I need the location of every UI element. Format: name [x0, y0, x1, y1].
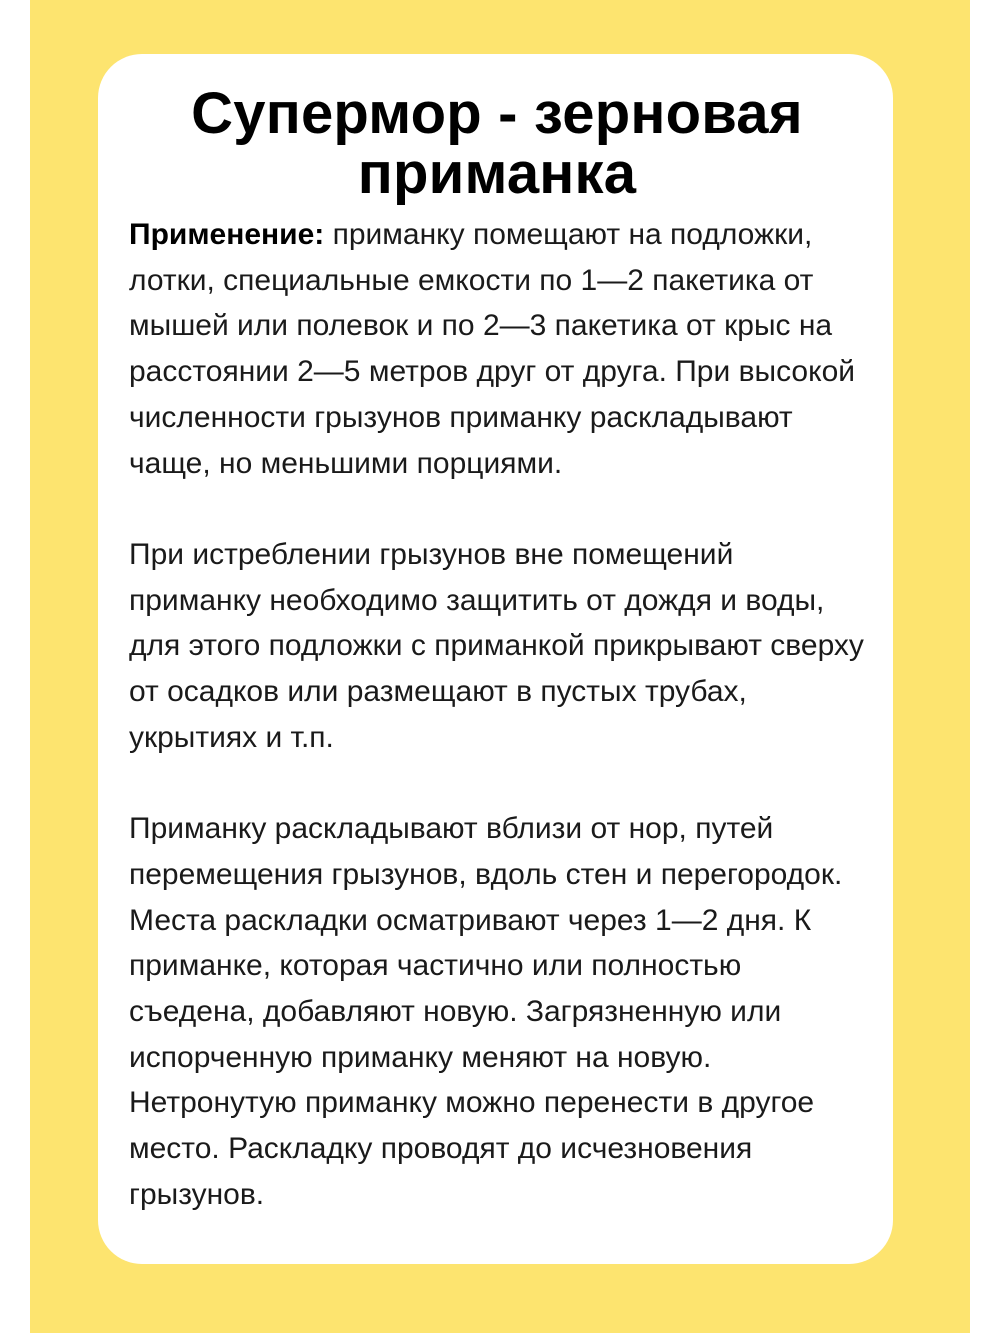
title-line-2: приманка [357, 141, 637, 206]
paragraph-placement [129, 806, 865, 1217]
instructions-body [129, 212, 865, 1217]
paragraph-application [129, 212, 865, 486]
paragraph-outdoor-use [129, 532, 865, 761]
page-title [129, 81, 865, 206]
content-card [98, 54, 893, 1264]
application-label: Применение: [129, 218, 325, 251]
paragraph-text: При истреблении грызунов вне помещений приманку необходимо защитить от дождя и воды, для этого подложки с приманкой прикрывают сверху от осадков или размещают в пустых трубах, укрытиях и т.п. [129, 537, 864, 754]
paragraph-text: приманку помещают на подложки, лотки, специальные емкости по 1—2 пакетика от мышей или полевок и по 2—3 пакетика от крыс на расстоянии 2—5 метров друг от друга. При высокой численности грызунов приманку раскладывают чаще, но меньшими порциями. [129, 218, 856, 480]
title-line-1: Супермор - зерновая [191, 81, 803, 146]
paragraph-text: Приманку раскладывают вблизи от нор, путей перемещения грызунов, вдоль стен и перегородок. Места раскладки осматривают через 1—2 дня. К приманке, которая частично или полностью съедена, добавляют новую. Загрязненную или испорченную приманку меняют на новую. Нетронутую приманку можно перенести в другое место. Раскладку проводят до исчезновения грызунов. [129, 812, 843, 1211]
